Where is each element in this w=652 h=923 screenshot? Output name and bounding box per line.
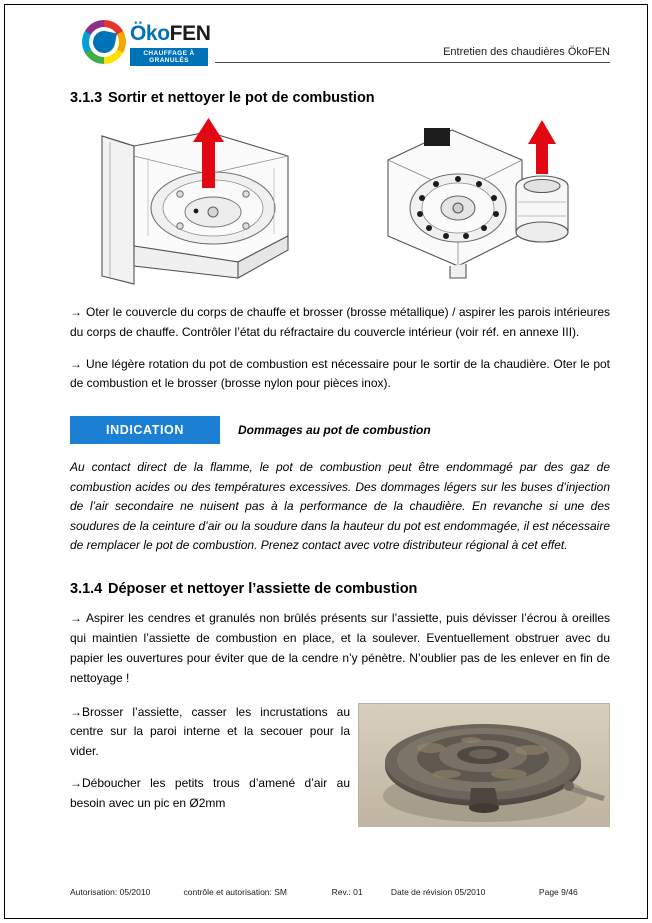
paragraph-rotate-pot-text: Une légère rotation du pot de combustion est nécessaire pour le sortir de la chaudière. Oter le pot de combustion et le brosser (brosse nylon pour pièces inox).	[70, 356, 610, 391]
paragraph-brush-plate-text: Brosser l’assiette, casser les incrustations au centre sur la paroi interne et la secouer pour la vider.	[70, 704, 350, 759]
paragraph-remove-lid	[70, 303, 610, 343]
page-content	[70, 14, 610, 831]
paragraph-unclog-holes-text: Déboucher les petits trous d’amené d’air au besoin avec un pic en Ø2mm	[70, 775, 350, 810]
section-heading-313	[70, 90, 610, 106]
header-divider	[215, 62, 610, 63]
paragraph-unclog-holes	[70, 774, 350, 814]
two-column-left	[70, 703, 350, 814]
footer-revision-date: Date de révision 05/2010	[390, 887, 486, 897]
paragraph-remove-lid-text: Oter le couvercle du corps de chauffe et brosser (brosse métallique) / aspirer les parois intérieures du corps de chauffe. Contrôler l’état du réfractaire du couvercle intérieur (voir réf. en annexe III).	[70, 305, 610, 339]
combustion-chamber-lid-diagram	[88, 116, 303, 286]
section-number-313: 3.1.3	[70, 90, 103, 106]
logo-mark-icon	[82, 20, 126, 64]
section-title-313: Sortir et nettoyer le pot de combustion	[108, 90, 375, 106]
logo-wordmark-fen: FEN	[169, 22, 211, 45]
indication-block	[70, 416, 610, 444]
page-header	[70, 14, 610, 76]
arrow-bullet-1: →	[70, 305, 82, 319]
arrow-bullet-4: →	[70, 704, 82, 719]
header-title: Entretien des chaudières ÖkoFEN	[443, 46, 610, 58]
paragraph-vacuum-ash	[70, 609, 610, 688]
footer-control: contrôle et autorisation: SM	[183, 887, 288, 897]
section-heading-314	[70, 581, 610, 597]
combustion-plate-photo	[358, 703, 610, 827]
logo-wordmark-oko: Öko	[130, 22, 170, 45]
paragraph-brush-plate	[70, 703, 350, 762]
section-number-314: 3.1.4	[70, 581, 103, 598]
indication-badge: INDICATION	[70, 416, 220, 444]
paragraph-vacuum-ash-text: Aspirer les cendres et granulés non brûlés présents sur l’assiette, puis dévisser l’écrou à oreilles qui maintien l’assiette de combustion en place, et la soulever. Eventuellement obstruer avec du papier les ouvertures pour éviter que de la cendre n’y pénètre. N’oublier pas de les enlever en fin de nettoyage !	[70, 611, 610, 685]
okofen-logo	[82, 18, 211, 70]
arrow-bullet-3: →	[70, 611, 82, 626]
burner-pot-removal-diagram	[366, 116, 581, 286]
indication-text: Au contact direct de la flamme, le pot de combustion peut être endommagé par des gaz de combustion acides ou des températures excessives. Des dommages légers sur les buses d’injection de l’air secondaire ne nuisent pas à la performance de la chaudière. En revanche si une des soudures de la ceinture d’air ou la soudure dans la hauteur du pot est endommagée, il est nécessaire de remplacer le pot de combustion. Prenez contact avec votre distributeur régional à cet effet.	[70, 460, 610, 552]
figure-row	[70, 116, 610, 291]
two-column-block	[70, 703, 610, 831]
logo-wordmark	[130, 22, 210, 46]
red-up-arrow-right	[528, 120, 556, 174]
footer-page-number: Page 9/46	[538, 887, 578, 897]
section-title-314: Déposer et nettoyer l’assiette de combustion	[108, 581, 418, 598]
arrow-bullet-5: →	[70, 775, 82, 790]
indication-caption: Dommages au pot de combustion	[238, 423, 431, 438]
paragraph-rotate-pot	[70, 355, 610, 395]
page-footer	[70, 887, 610, 897]
logo-subtitle: CHAUFFAGE À GRANULÉS	[130, 48, 208, 66]
arrow-bullet-2: →	[70, 356, 82, 371]
footer-authorization: Autorisation: 05/2010	[70, 887, 151, 897]
footer-revision: Rev.: 01	[331, 887, 363, 897]
